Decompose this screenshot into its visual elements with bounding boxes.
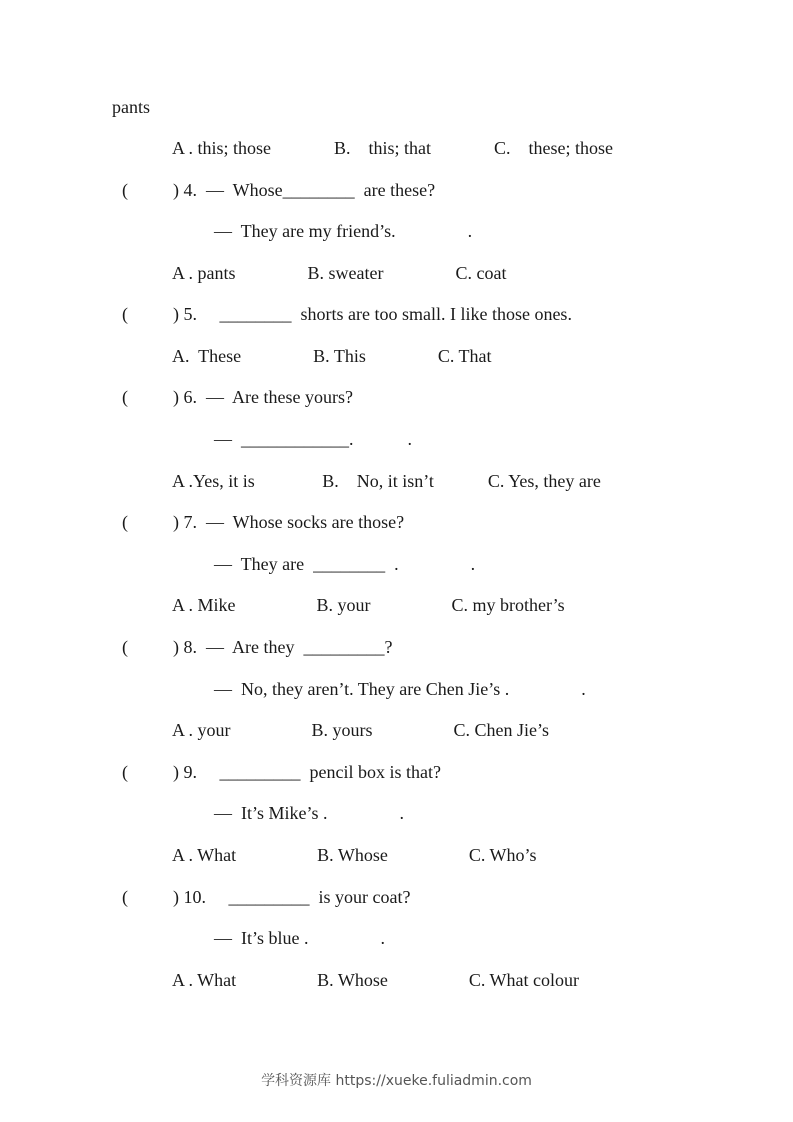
options-q3: A . this; those B. this; that C. these; those: [172, 138, 613, 158]
answer-8: — No, they aren’t. They are Chen Jie’s . .: [214, 679, 586, 699]
options-5: A. These B. This C. That: [172, 346, 492, 366]
question-9: ( ) 9. _________ pencil box is that?: [122, 762, 441, 782]
question-4: ( ) 4. — Whose________ are these?: [122, 180, 436, 200]
question-7: ( ) 7. — Whose socks are those?: [122, 512, 405, 532]
options-10: A . What B. Whose C. What colour: [172, 970, 579, 990]
answer-10: — It’s blue . .: [214, 928, 385, 948]
answer-9: — It’s Mike’s . .: [214, 803, 405, 823]
question-8: ( ) 8. — Are they _________?: [122, 637, 393, 657]
question-10: ( ) 10. _________ is your coat?: [122, 887, 411, 907]
options-6: A .Yes, it is B. No, it isn’t C. Yes, they are: [172, 471, 601, 491]
question-6: ( ) 6. — Are these yours?: [122, 387, 353, 407]
question-5: ( ) 5. ________ shorts are too small. I like those ones.: [122, 304, 572, 324]
answer-6: — ____________. .: [214, 429, 412, 449]
footer-watermark: 学科资源库 https://xueke.fuliadmin.com: [261, 1073, 532, 1089]
text-line-pants: pants: [112, 97, 150, 117]
options-8: A . your B. yours C. Chen Jie’s: [172, 720, 550, 740]
options-9: A . What B. Whose C. Who’s: [172, 845, 537, 865]
answer-7: — They are ________ . .: [214, 554, 476, 574]
options-4: A . pants B. sweater C. coat: [172, 263, 507, 283]
options-7: A . Mike B. your C. my brother’s: [172, 595, 565, 615]
answer-4: — They are my friend’s. .: [214, 221, 473, 241]
